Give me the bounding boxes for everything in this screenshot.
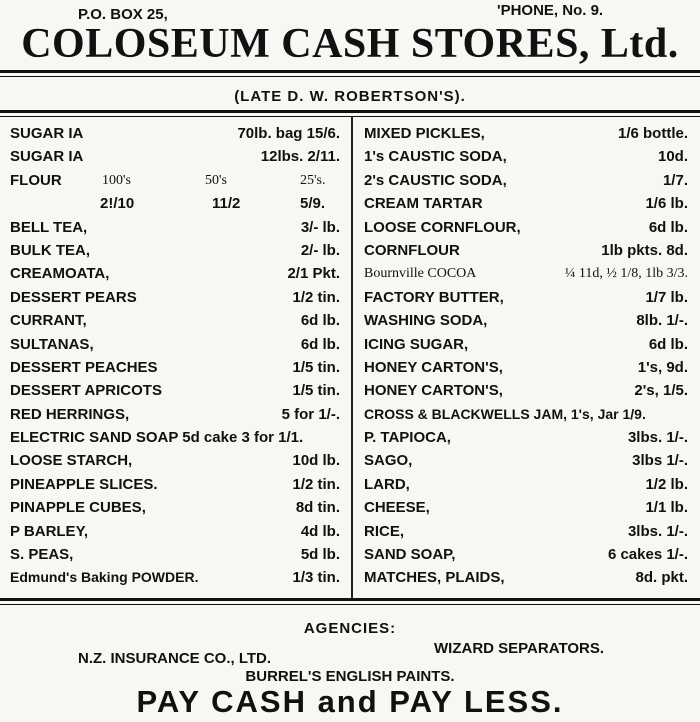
subtitle: (LATE D. W. ROBERTSON'S). [234,88,466,105]
list-item: WASHING SODA, 8lb. 1/-. [364,312,688,330]
header-top-line [0,2,700,22]
list-item: CROSS & BLACKWELLS JAM, 1's, Jar 1/9. [364,405,646,422]
agency-nz-insurance: N.Z. INSURANCE CO., LTD. [78,650,272,667]
list-item: CORNFLOUR 1lb pkts. 8d. [364,241,688,259]
list-item: RICE, 3lbs. 1/-. [364,522,688,540]
list-item: SAND SOAP, 6 cakes 1/-. [364,546,688,564]
left-price-column [10,122,340,590]
list-item: DESSERT APRICOTS 1/5 tin. [10,382,340,400]
list-item: SUGAR IA 70lb. bag 15/6. [10,125,340,142]
list-item: P BARLEY, 4d lb. [10,522,340,540]
list-item: DESSERT PEACHES 1/5 tin. [10,358,340,376]
list-item: 2's CAUSTIC SODA, 1/7. [364,171,688,189]
list-item: Bournville COCOA ¼ 11d, ½ 1/8, 1lb 3/3. [364,266,688,282]
flour-size: 50's [205,172,227,188]
list-item: LOOSE CORNFLOUR, 6d lb. [364,218,688,236]
list-item: 1's CAUSTIC SODA, 10d. [364,148,688,166]
slogan: PAY CASH and PAY LESS. [136,684,564,719]
store-title: COLOSEUM CASH STORES, Ltd. [21,21,679,67]
column-divider [351,116,353,600]
list-item: HONEY CARTON'S, 1's, 9d. [364,358,688,376]
list-item: HONEY CARTON'S, 2's, 1/5. [364,382,688,400]
flour-price: 11/2 [212,195,241,213]
flour-sizes-row [10,169,340,192]
list-item: SULTANAS, 6d lb. [10,335,340,353]
list-item: CHEESE, 1/1 lb. [364,499,688,517]
list-item: ELECTRIC SAND SOAP 5d cake 3 for 1/1. [10,429,304,447]
agencies-heading: AGENCIES: [303,620,397,637]
agency-wizard-separators: WIZARD SEPARATORS. [434,640,605,657]
list-item: P. TAPIOCA, 3lbs. 1/-. [364,429,688,447]
list-item: Edmund's Baking POWDER. 1/3 tin. [10,569,340,587]
list-item: PINAPPLE CUBES, 8d tin. [10,499,340,517]
flour-price: 2!/10 [100,195,135,213]
list-item: MATCHES, PLAIDS, 8d. pkt. [364,569,688,587]
flour-price: 5/9. [300,195,326,213]
list-item: ICING SUGAR, 6d lb. [364,335,688,353]
po-box: P.O. BOX 25, [78,6,168,23]
list-item: LOOSE STARCH, 10d lb. [10,452,340,470]
list-item: PINEAPPLE SLICES. 1/2 tin. [10,475,340,493]
agency-burrels-paints: BURREL'S ENGLISH PAINTS. [245,668,455,685]
list-bottom-rule-thick [0,598,700,601]
title-rule-thick [0,70,700,73]
list-item: SAGO, 3lbs 1/-. [364,452,688,470]
flour-prices-row [10,192,340,215]
flour-label: FLOUR [10,171,62,189]
list-bottom-rule-thin [0,604,700,605]
list-item: FACTORY BUTTER, 1/7 lb. [364,288,688,306]
phone-number: 'PHONE, No. 9. [497,2,604,19]
list-item: CREAMOATA, 2/1 Pkt. [10,265,340,283]
list-top-rule-thick [0,110,700,113]
flour-size: 100's [102,172,131,188]
list-item: BELL TEA, 3/- lb. [10,218,340,236]
right-price-column [364,122,688,590]
flour-size: 25's. [300,172,326,188]
list-item: DESSERT PEARS 1/2 tin. [10,288,340,306]
list-item: RED HERRINGS, 5 for 1/-. [10,405,340,423]
list-item: S. PEAS, 5d lb. [10,546,340,564]
list-item: MIXED PICKLES, 1/6 bottle. [364,125,688,142]
list-item: CREAM TARTAR 1/6 lb. [364,195,688,213]
list-item: BULK TEA, 2/- lb. [10,241,340,259]
list-top-rule-thin [0,116,700,117]
list-item: SUGAR IA 12lbs. 2/11. [10,148,340,166]
title-rule-thin [0,76,700,77]
list-item: LARD, 1/2 lb. [364,475,688,493]
list-item: CURRANT, 6d lb. [10,312,340,330]
